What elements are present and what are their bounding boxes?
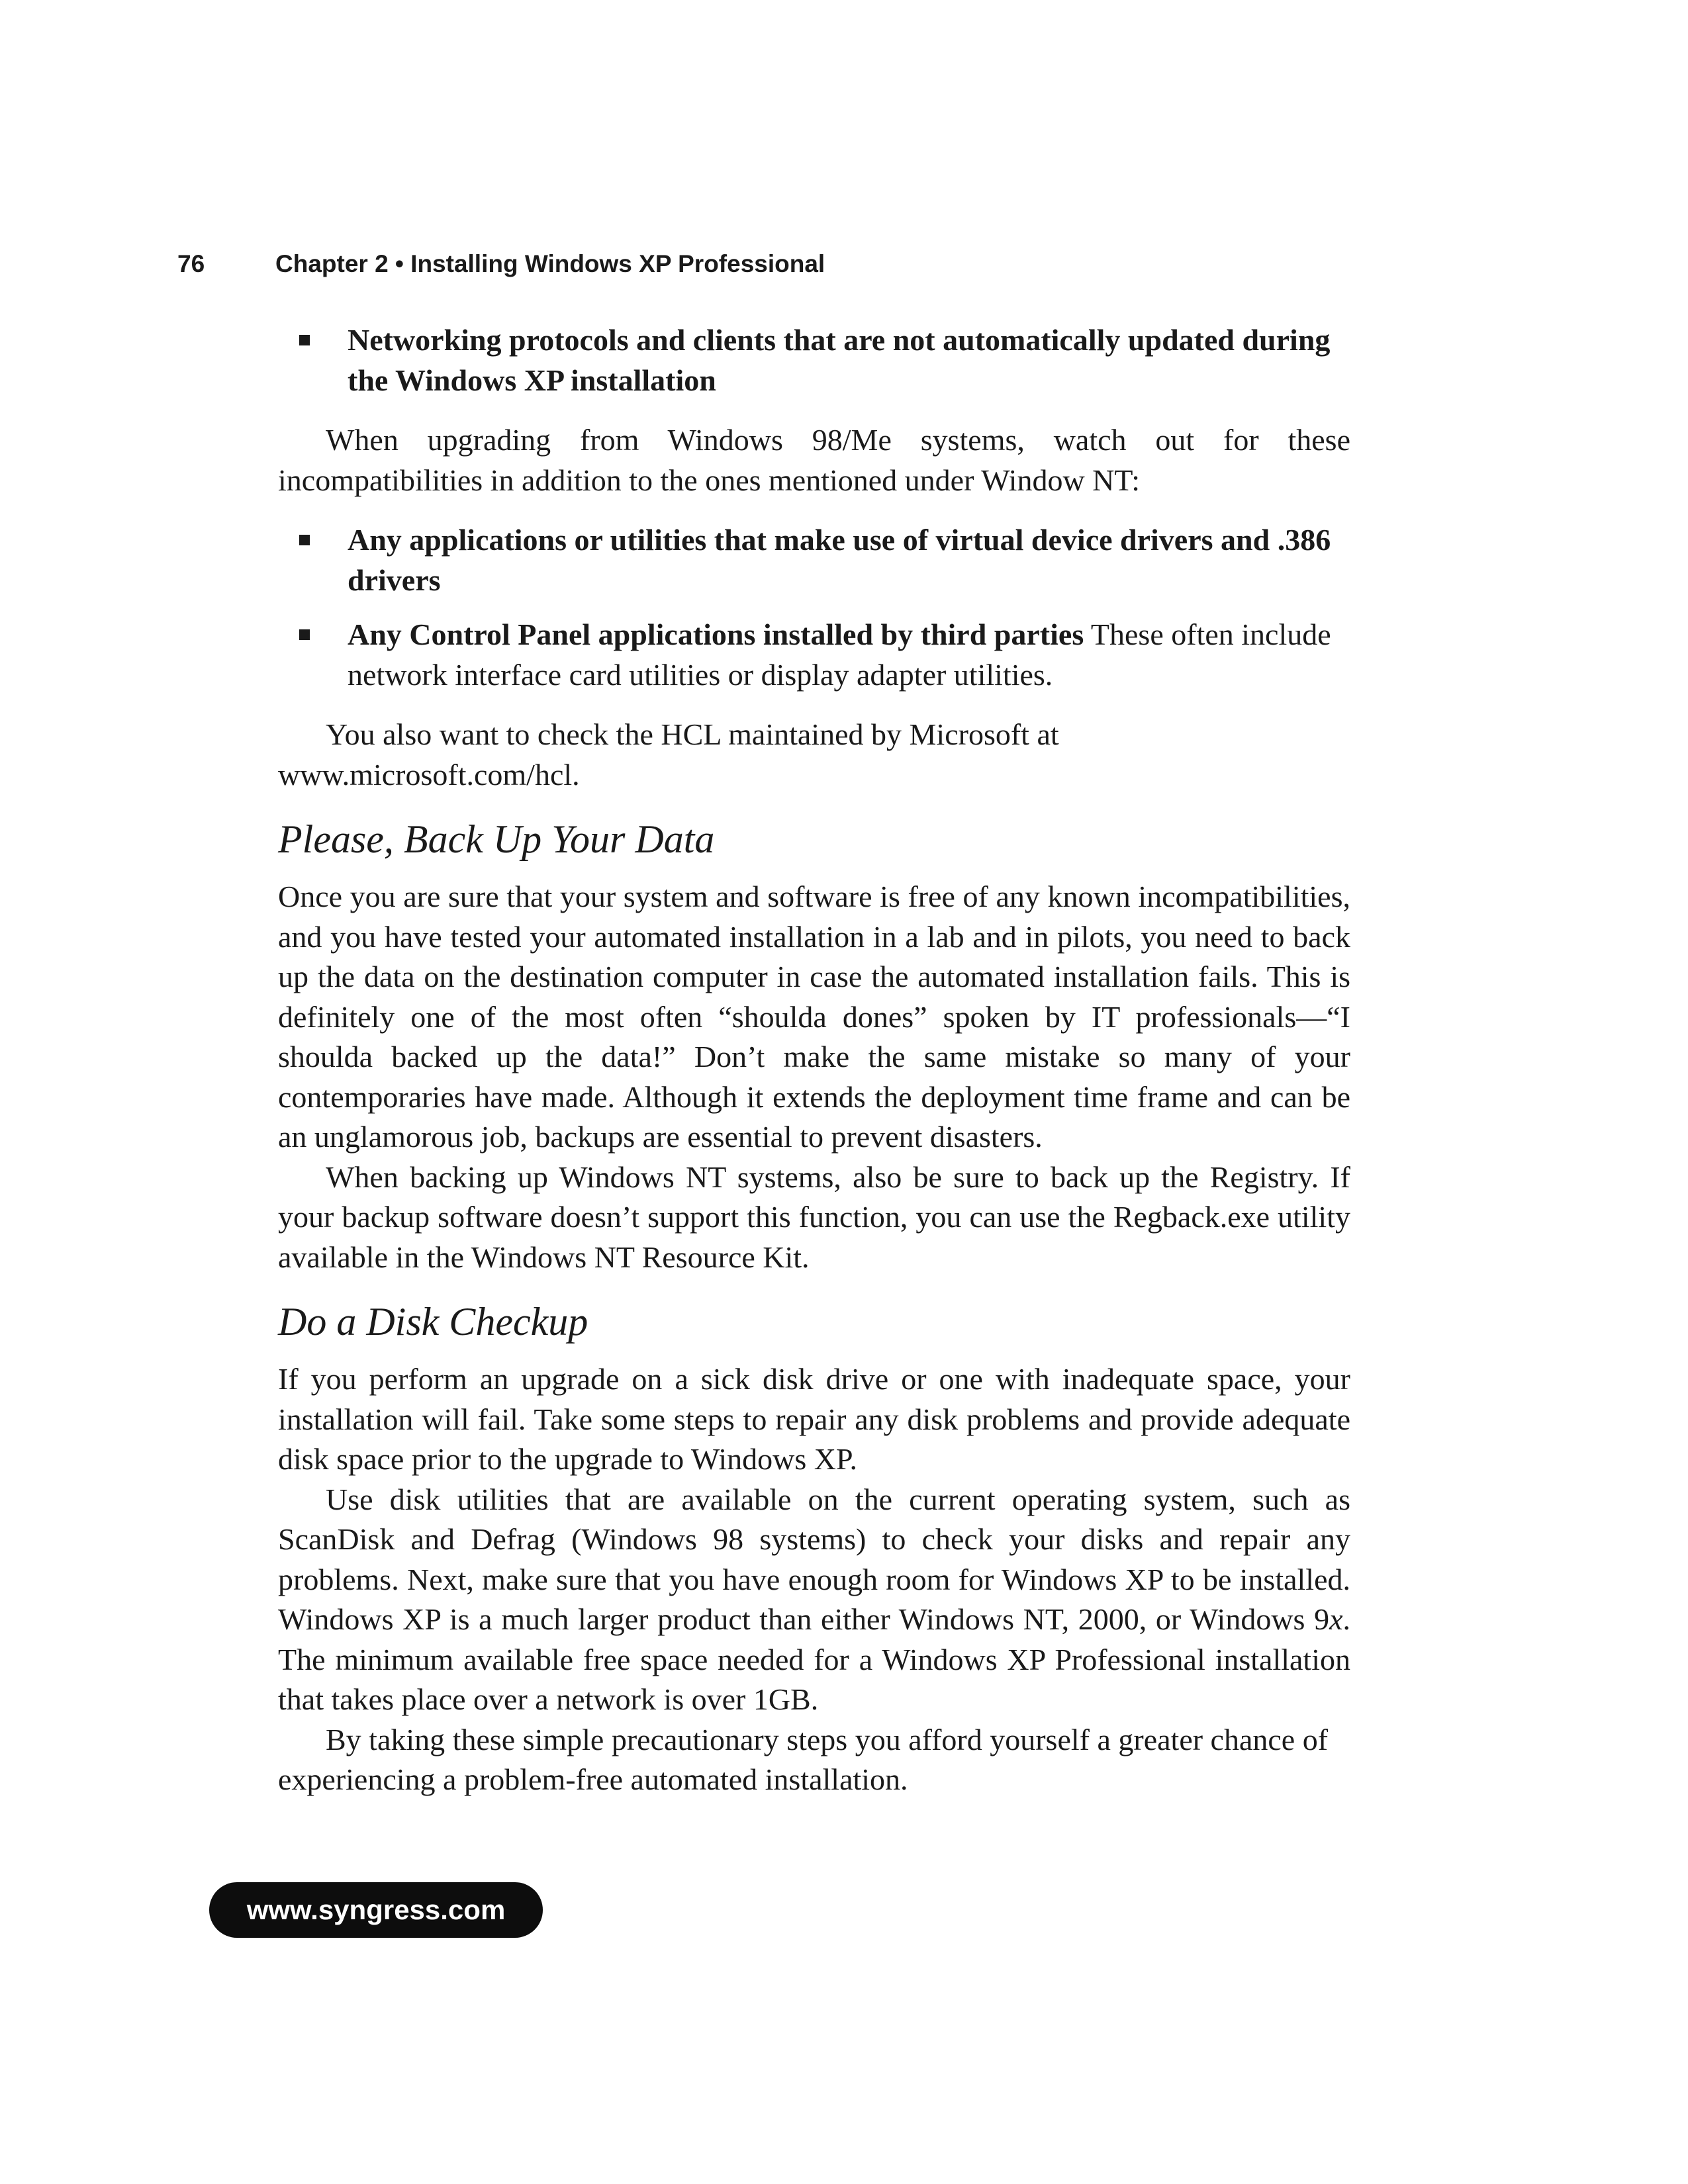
bullet-item bbox=[232, 320, 1350, 400]
body-paragraph: You also want to check the HCL maintained by Microsoft at www.microsoft.com/hcl. bbox=[278, 717, 1059, 792]
running-head-chapter-title: Chapter 2 • Installing Windows XP Professional bbox=[275, 250, 825, 277]
section-heading: Do a Disk Checkup bbox=[278, 1300, 588, 1343]
section-heading: Please, Back Up Your Data bbox=[278, 817, 715, 861]
page-body bbox=[278, 320, 1350, 1800]
body-paragraph: When upgrading from Windows 98/Me systems, watch out for these incompatibilities in addition to the ones mentioned under Window NT: bbox=[278, 423, 1350, 497]
body-text: . The minimum available free space needed for a Windows XP Professional installation that takes place over a network is over 1GB. bbox=[278, 1602, 1350, 1716]
italic-x: x bbox=[1329, 1602, 1343, 1636]
page-number: 76 bbox=[177, 250, 205, 277]
body-paragraph: When backing up Windows NT systems, also be sure to back up the Registry. If your backup software doesn’t support this function, you can use the Regback.exe utility available in the Windows NT Resource Kit. bbox=[278, 1160, 1350, 1274]
bullet-text: Any applications or utilities that make use of virtual device drivers and .386 drivers bbox=[348, 523, 1331, 597]
bullet-item bbox=[232, 520, 1350, 600]
square-bullet-icon bbox=[299, 629, 310, 640]
bullet-lead-text: Any Control Panel applications installed by third parties bbox=[348, 617, 1084, 651]
body-paragraph: If you perform an upgrade on a sick disk drive or one with inadequate space, your installation will fail. Take some steps to repair any disk problems and provide adequate disk space prior to the upgrade to Windows XP. bbox=[278, 1362, 1350, 1476]
bullet-text: Networking protocols and clients that are not automatically updated during the Windows XP installation bbox=[348, 323, 1331, 397]
footer-website-link[interactable]: www.syngress.com bbox=[209, 1882, 543, 1938]
square-bullet-icon bbox=[299, 535, 310, 545]
body-text: Use disk utilities that are available on the current operating system, such as ScanDisk and Defrag (Windows 98 systems) to check your disks and repair any problems. Next, make sure that you have enough room for Windows XP to be installed. Windows XP is a much larger product than either Windows NT, 2000, or Windows 9 bbox=[278, 1482, 1350, 1636]
bullet-item bbox=[232, 615, 1350, 695]
square-bullet-icon bbox=[299, 335, 310, 345]
body-paragraph: By taking these simple precautionary steps you afford yourself a greater chance of experiencing a problem-free automated installation. bbox=[278, 1722, 1329, 1796]
body-paragraph bbox=[278, 1480, 1350, 1720]
body-paragraph: Once you are sure that your system and software is free of any known incompatibilities, and you have tested your automated installation in a lab and in pilots, you need to back up the data on the destination computer in case the automated installation fails. This is definitely one of the most often “shoulda dones” spoken by IT professionals—“I shoulda backed up the data!” Don’t make the same mistake so many of your contemporaries have made. Although it extends the deployment time frame and can be an unglamorous job, backups are essential to prevent disasters. bbox=[278, 880, 1350, 1154]
bullet-text: These often include network interface card utilities or display adapter utilities. bbox=[348, 617, 1331, 692]
